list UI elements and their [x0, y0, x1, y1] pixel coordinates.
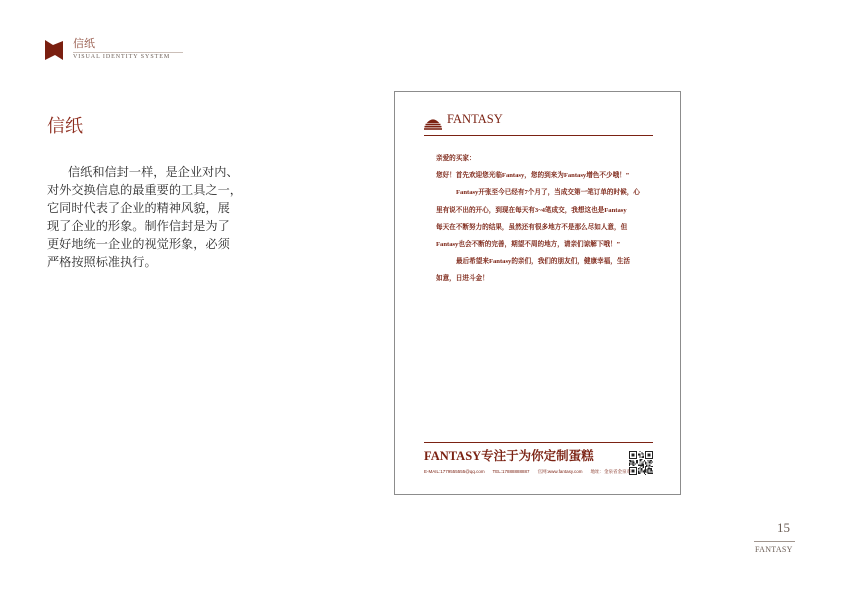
- letterhead-slogan: FANTASY专注于为你定制蛋糕: [424, 449, 594, 463]
- footer-brand: FANTASY: [755, 545, 793, 554]
- letter-body: [436, 150, 640, 288]
- section-title: 信纸: [73, 37, 95, 50]
- description-line: 更好地统一企业的视觉形象，必须: [47, 237, 230, 251]
- description-line: 严格按照标准执行。: [47, 255, 157, 269]
- letter-line: 最后希望来Fantasy的亲们，我们的朋友们，健康幸福，生活: [456, 258, 631, 266]
- description-line: 信纸和信封一样，是企业对内、: [68, 165, 239, 179]
- description-line: 它同时代表了企业的精神风貌，展: [47, 201, 230, 215]
- description-paragraph: [47, 163, 242, 271]
- letterhead-bottom-rule: [424, 442, 653, 443]
- letterhead-contact-row: [424, 470, 638, 475]
- letterhead-sheet: [394, 91, 681, 495]
- letterhead-top-rule: [424, 135, 653, 136]
- letter-line: 亲爱的买家：: [436, 155, 476, 162]
- letter-line: 如意，日进斗金！: [436, 275, 489, 283]
- contact-website: 官网:www.fantasy.com: [537, 470, 583, 475]
- letterhead-brand-name: FANTASY: [447, 112, 503, 126]
- brand-flag-icon: [45, 39, 63, 61]
- page-number: 15: [777, 520, 790, 535]
- letter-line: 里有说不出的开心，到现在每天有3~4笔成交，我想这也是Fantasy: [436, 206, 627, 214]
- contact-email: E-MAIL:1779555555@qq.com: [424, 470, 485, 475]
- page-number-divider: [754, 541, 795, 542]
- letter-line: Fantasy开张至今已经有7个月了，当成交第一笔订单的时候，心: [456, 189, 640, 197]
- letter-line: 每天在不断努力的结果，虽然还有很多地方不是那么尽如人意，但: [436, 223, 628, 231]
- section-subtitle: VISUAL IDENTITY SYSTEM: [73, 54, 171, 60]
- cake-icon: [424, 115, 442, 128]
- letter-line: Fantasy也会不断的完善，期望不周的地方，请亲们谅解下哦！”: [436, 240, 620, 248]
- page-title: 信纸: [47, 116, 83, 137]
- letter-line: 您好！首先欢迎您光临Fantasy，您的到来为Fantasy增色不少哦！”: [436, 172, 630, 180]
- contact-address: 地址：金泉省金泉市: [590, 470, 632, 475]
- contact-phone: TEL:17888888887: [492, 470, 530, 475]
- description-line: 对外交换信息的最重要的工具之一，: [47, 183, 242, 197]
- description-line: 现了企业的形象。制作信封是为了: [47, 219, 230, 233]
- section-title-divider: [73, 52, 183, 53]
